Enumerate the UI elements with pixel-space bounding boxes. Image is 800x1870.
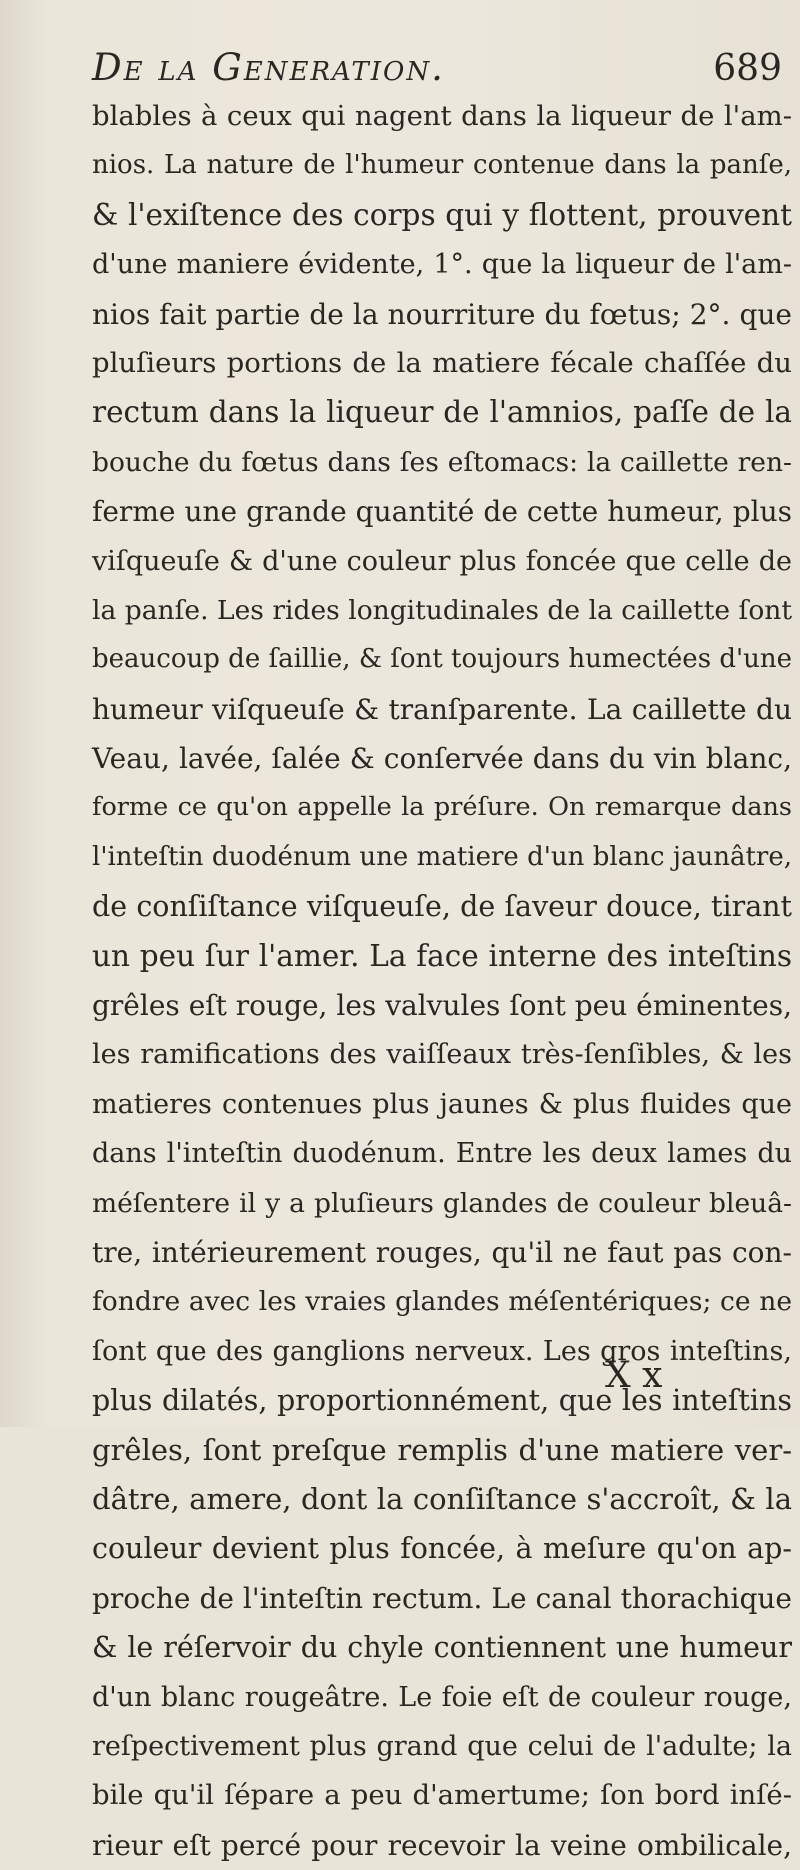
text-line: nios. La nature de l'humeur contenue dans la panſe,	[92, 150, 792, 181]
text-line: couleur devient plus foncée, à meſure qu'on ap-	[92, 1532, 792, 1566]
text-line: méſentere il y a pluſieurs glandes de couleur bleuâ-	[92, 1187, 792, 1219]
signature-mark: X x	[605, 1355, 663, 1396]
text-line: dans l'inteſtin duodénum. Entre les deux lames du	[92, 1138, 792, 1170]
text-line: & le réſervoir du chyle contiennent une humeur	[92, 1631, 792, 1665]
text-line: beaucoup de ſaillie, & ſont toujours humectées d'une	[92, 644, 792, 675]
text-line: un peu ſur l'amer. La face interne des inteſtins	[92, 938, 792, 973]
text-line: d'un blanc rougeâtre. Le foie eſt de couleur rouge,	[92, 1681, 792, 1713]
text-line: d'une maniere évidente, 1°. que la liqueur de l'am-	[92, 249, 792, 281]
text-line: viſqueuſe & d'une couleur plus foncée que celle de	[92, 545, 792, 577]
text-line: Veau, lavée, ſalée & conſervée dans du vin blanc,	[92, 742, 792, 776]
text-line: & l'exiſtence des corps qui y flottent, prouvent	[92, 197, 792, 232]
text-line: fondre avec les vraies glandes méſentériques; ce ne	[92, 1286, 792, 1318]
text-line: l'inteſtin duodénum une matiere d'un blanc jaunâtre,	[92, 841, 792, 872]
text-line: nios fait partie de la nourriture du fœtus; 2°. que	[92, 297, 792, 331]
text-line: ferme une grande quantité de cette humeur, plus	[92, 495, 792, 529]
text-line: rieur eſt percé pour recevoir la veine ombilicale,	[92, 1828, 792, 1862]
text-line: ſont que des ganglions nerveux. Les gros inteſtins,	[92, 1335, 792, 1367]
text-line: la panſe. Les rides longitudinales de la caillette ſont	[92, 594, 792, 626]
text-line: bile qu'il ſépare a peu d'amertume; ſon bord inſé-	[92, 1779, 792, 1812]
text-line: de conſiſtance viſqueuſe, de ſaveur douce, tirant	[92, 890, 792, 924]
text-line: grêles, ſont preſque remplis d'une matiere ver-	[92, 1432, 792, 1467]
text-line: tre, intérieurement rouges, qu'il ne faut pas con-	[92, 1235, 792, 1269]
text-line: reſpectivement plus grand que celui de l'adulte; la	[92, 1730, 792, 1762]
text-line: bouche du fœtus dans ſes eſtomacs: la caillette ren-	[92, 446, 792, 478]
text-line: humeur viſqueuſe & tranſparente. La caillette du	[92, 692, 792, 726]
text-line: pluſieurs portions de la matiere fécale chaſſée du	[92, 346, 792, 379]
text-line: plus dilatés, proportionnément, que les inteſtins	[92, 1384, 792, 1418]
text-line: rectum dans la liqueur de l'amnios, paſſe de la	[92, 395, 792, 430]
text-line: matieres contenues plus jaunes & plus fluides que	[92, 1088, 792, 1120]
page-header	[92, 46, 782, 96]
page-number: 689	[713, 48, 782, 89]
text-line: proche de l'inteſtin rectum. Le canal thorachique	[92, 1581, 792, 1615]
text-line: blables à ceux qui nagent dans la liqueur de l'am-	[92, 100, 792, 132]
text-line: dâtre, amere, dont la conſiſtance s'accroît, & la	[92, 1481, 792, 1516]
text-line: les ramifications des vaiſſeaux très-ſenſibles, & les	[92, 1039, 792, 1071]
body-text	[92, 92, 792, 1870]
text-line: forme ce qu'on appelle la préſure. On remarque dans	[92, 792, 792, 823]
text-line: grêles eſt rouge, les valvules ſont peu éminentes,	[92, 989, 792, 1023]
running-title: De la Generation.	[92, 46, 445, 89]
